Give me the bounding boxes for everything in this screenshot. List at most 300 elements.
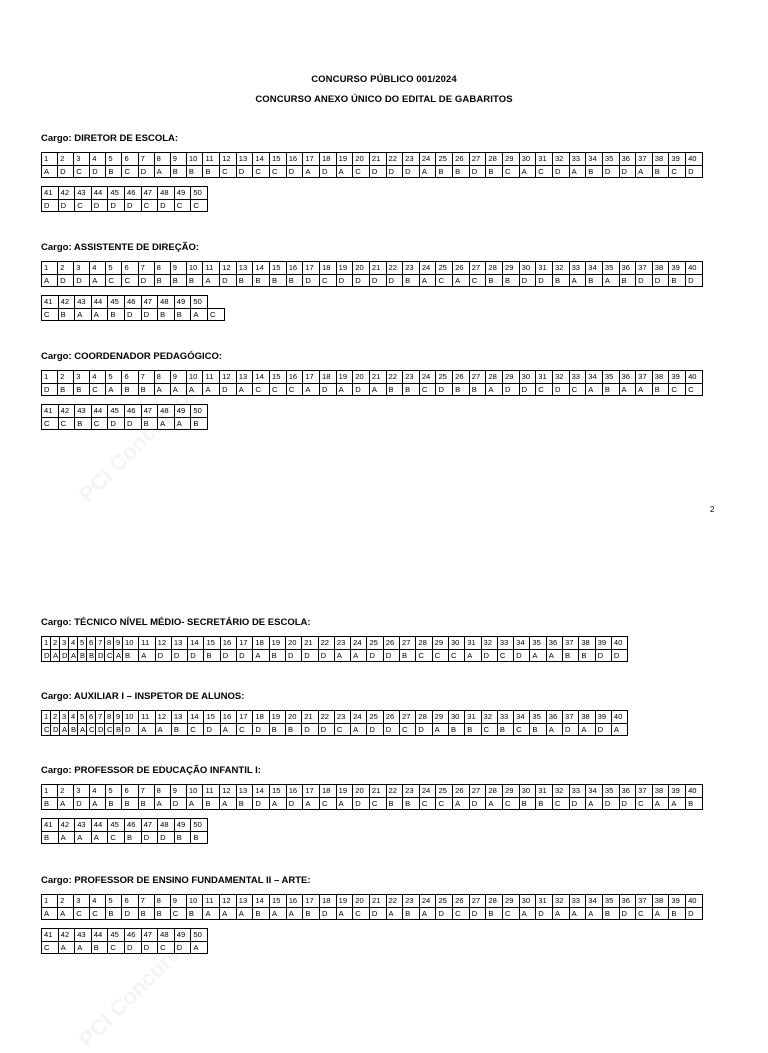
question-number: 28 (485, 894, 503, 908)
section-diretor-escola (41, 133, 703, 212)
answer-cell: D (219, 383, 237, 397)
question-number: 37 (635, 370, 653, 384)
question-number: 10 (186, 370, 204, 384)
answer-cell: A (50, 649, 60, 663)
answer-cell: A (138, 649, 155, 663)
answer-cell: D (402, 165, 420, 179)
question-number: 46 (124, 818, 142, 832)
question-number: 5 (105, 261, 122, 275)
question-number: 37 (635, 261, 653, 275)
question-number: 36 (619, 152, 637, 166)
question-number: 28 (415, 636, 432, 650)
question-number: 31 (535, 894, 553, 908)
question-number: 13 (171, 710, 188, 724)
question-number: 9 (170, 784, 187, 798)
answer-cell: D (519, 274, 537, 288)
answer-cell: B (138, 383, 155, 397)
answer-cell: C (41, 308, 59, 322)
question-number: 1 (41, 636, 51, 650)
question-number: 20 (285, 710, 302, 724)
answer-cell: A (59, 723, 69, 737)
answer-cell: A (190, 308, 208, 322)
question-number: 39 (595, 636, 612, 650)
question-number: 18 (252, 710, 269, 724)
question-number: 6 (121, 261, 138, 275)
question-number: 27 (469, 784, 487, 798)
question-number: 2 (57, 261, 74, 275)
answer-cell: B (138, 797, 155, 811)
question-number: 15 (269, 261, 287, 275)
question-number: 29 (502, 784, 520, 798)
question-number: 43 (74, 186, 92, 200)
question-number: 10 (122, 636, 139, 650)
question-number: 29 (432, 710, 449, 724)
question-number: 6 (121, 784, 138, 798)
answer-cell: D (301, 723, 318, 737)
answer-cell: D (41, 649, 51, 663)
answer-cell: D (685, 274, 703, 288)
question-number: 4 (89, 784, 106, 798)
question-number: 12 (219, 152, 237, 166)
answer-cell: D (602, 165, 620, 179)
question-number: 7 (138, 784, 155, 798)
answer-cell: B (174, 308, 192, 322)
question-number: 7 (138, 370, 155, 384)
answer-cell: D (319, 165, 337, 179)
answer-cell: A (252, 649, 269, 663)
answer-cell: B (485, 165, 503, 179)
answer-cell: A (546, 649, 563, 663)
answer-cell: D (236, 649, 253, 663)
answer-cell: D (386, 165, 404, 179)
question-number: 17 (236, 710, 253, 724)
answer-cell: B (170, 165, 187, 179)
question-number: 41 (41, 295, 59, 309)
question-number: 33 (569, 261, 587, 275)
question-number-row (41, 928, 703, 942)
answer-cell: D (619, 797, 637, 811)
answer-cell: A (41, 274, 58, 288)
question-number: 18 (319, 261, 337, 275)
question-number: 27 (399, 710, 416, 724)
question-number: 21 (301, 710, 318, 724)
question-number: 18 (319, 784, 337, 798)
answer-cell: A (186, 383, 204, 397)
answer-cell: D (59, 649, 69, 663)
answer-cell: B (668, 274, 686, 288)
answer-cell: A (419, 274, 437, 288)
question-number: 35 (602, 370, 620, 384)
question-number: 50 (190, 818, 208, 832)
question-number: 46 (124, 295, 142, 309)
answer-cell: A (58, 831, 76, 845)
answer-cell: A (578, 723, 595, 737)
question-number: 33 (569, 784, 587, 798)
question-number: 15 (269, 894, 287, 908)
answer-cell: C (207, 308, 225, 322)
question-number: 43 (74, 928, 92, 942)
answer-cell: A (569, 274, 587, 288)
answer-cell: C (668, 165, 686, 179)
answer-cell: B (91, 941, 109, 955)
question-number: 7 (138, 261, 155, 275)
question-number: 10 (122, 710, 139, 724)
question-number: 40 (611, 710, 628, 724)
question-number: 41 (41, 404, 59, 418)
question-number: 8 (154, 152, 171, 166)
answer-cell: B (668, 907, 686, 921)
section-title: Cargo: COORDENADOR PEDAGÓGICO: (41, 351, 223, 362)
answer-cell: B (502, 274, 520, 288)
question-number: 3 (59, 710, 69, 724)
answer-cell: C (635, 907, 653, 921)
question-number: 1 (41, 784, 58, 798)
answer-cell: D (124, 417, 142, 431)
question-number: 24 (350, 710, 367, 724)
answer-cell: A (452, 797, 470, 811)
answer-cell: D (73, 274, 90, 288)
answer-cell: B (402, 907, 420, 921)
answer-cell: A (585, 383, 603, 397)
question-number: 20 (285, 636, 302, 650)
answer-cell: D (685, 907, 703, 921)
question-number: 26 (383, 636, 400, 650)
question-number: 17 (302, 152, 320, 166)
question-number: 13 (236, 894, 254, 908)
answer-cell: C (141, 199, 159, 213)
question-number: 50 (190, 404, 208, 418)
question-number: 1 (41, 152, 58, 166)
answer-cell: D (95, 649, 105, 663)
answer-row (41, 907, 703, 921)
question-number: 49 (174, 186, 192, 200)
question-number: 6 (121, 894, 138, 908)
question-number: 9 (113, 710, 123, 724)
answer-cell: D (652, 274, 670, 288)
answer-cell: C (41, 723, 51, 737)
question-number: 48 (157, 295, 175, 309)
question-number: 28 (485, 370, 503, 384)
answer-cell: A (89, 274, 106, 288)
question-number: 11 (138, 710, 155, 724)
answer-cell: D (383, 723, 400, 737)
answer-cell: C (635, 797, 653, 811)
question-number: 36 (619, 894, 637, 908)
answer-cell: D (124, 308, 142, 322)
question-number: 5 (105, 894, 122, 908)
answer-cell: C (107, 831, 125, 845)
question-number: 35 (602, 261, 620, 275)
question-number: 31 (535, 152, 553, 166)
question-number: 47 (141, 818, 159, 832)
question-number: 47 (141, 404, 159, 418)
question-number: 30 (519, 370, 537, 384)
answer-cell: B (464, 723, 481, 737)
question-number: 15 (269, 370, 287, 384)
question-number: 33 (569, 894, 587, 908)
answer-cell: B (652, 165, 670, 179)
answer-cell: C (58, 417, 76, 431)
answer-cell: A (219, 797, 237, 811)
question-number: 50 (190, 295, 208, 309)
section-title: Cargo: AUXILIAR I – INSPETOR DE ALUNOS: (41, 691, 245, 702)
answer-cell: C (685, 383, 703, 397)
answer-cell: A (236, 907, 254, 921)
question-number: 34 (585, 784, 603, 798)
question-number: 32 (552, 152, 570, 166)
answer-cell: A (519, 165, 537, 179)
answer-cell: D (220, 649, 237, 663)
question-number: 49 (174, 818, 192, 832)
question-number: 37 (635, 894, 653, 908)
question-number: 35 (602, 152, 620, 166)
answer-cell: B (157, 308, 175, 322)
answer-cell: C (73, 165, 90, 179)
answer-cell: D (366, 649, 383, 663)
answer-cell: B (485, 907, 503, 921)
section-professor-infantil (41, 765, 703, 844)
question-number: 22 (386, 784, 404, 798)
question-number: 21 (369, 370, 387, 384)
answer-cell: C (552, 797, 570, 811)
question-number: 47 (141, 295, 159, 309)
question-number: 49 (174, 295, 192, 309)
answer-cell: A (190, 941, 208, 955)
answer-cell: A (585, 797, 603, 811)
answer-cell: C (399, 723, 416, 737)
question-number: 26 (452, 894, 470, 908)
answer-cell: B (585, 274, 603, 288)
question-number: 31 (464, 710, 481, 724)
answer-cell: D (535, 907, 553, 921)
answer-cell: C (269, 165, 287, 179)
answer-cell: B (602, 383, 620, 397)
question-number: 16 (286, 784, 304, 798)
question-number: 15 (269, 784, 287, 798)
answer-cell: C (352, 907, 370, 921)
answer-cell: A (336, 383, 354, 397)
question-number: 40 (685, 784, 703, 798)
answer-cell: C (286, 383, 304, 397)
question-number: 41 (41, 186, 59, 200)
question-number: 13 (171, 636, 188, 650)
answer-cell: C (502, 907, 520, 921)
question-number: 13 (236, 784, 254, 798)
page-subtitle: CONCURSO ANEXO ÚNICO DO EDITAL DE GABARITOS (255, 94, 513, 105)
answer-cell: D (415, 723, 432, 737)
answer-cell: B (236, 274, 254, 288)
question-number: 46 (124, 186, 142, 200)
answer-cell: B (57, 383, 74, 397)
answer-cell: A (91, 831, 109, 845)
question-number: 34 (585, 894, 603, 908)
question-number: 31 (464, 636, 481, 650)
answer-cell: D (91, 199, 109, 213)
answer-cell: C (319, 797, 337, 811)
question-number: 25 (435, 784, 453, 798)
question-number: 40 (685, 261, 703, 275)
answer-cell: D (95, 723, 105, 737)
question-number: 11 (202, 894, 220, 908)
question-number: 26 (383, 710, 400, 724)
question-number: 38 (652, 784, 670, 798)
answer-cell: A (74, 941, 92, 955)
question-number: 30 (519, 784, 537, 798)
answer-row (41, 383, 703, 397)
question-number: 7 (95, 636, 105, 650)
answer-cell: D (141, 831, 159, 845)
answer-cell: B (552, 274, 570, 288)
section-title: Cargo: PROFESSOR DE EDUCAÇÃO INFANTIL I: (41, 765, 261, 776)
answer-cell: D (73, 797, 90, 811)
question-number: 33 (569, 370, 587, 384)
answer-cell: B (386, 383, 404, 397)
answer-cell: B (190, 417, 208, 431)
question-number: 9 (113, 636, 123, 650)
question-number: 14 (187, 636, 204, 650)
answer-cell: D (170, 797, 187, 811)
answer-cell: A (154, 165, 171, 179)
answer-cell: D (369, 907, 387, 921)
question-number: 35 (602, 894, 620, 908)
answer-cell: C (89, 907, 106, 921)
answer-cell: B (121, 383, 138, 397)
question-number: 27 (469, 261, 487, 275)
question-number: 39 (668, 370, 686, 384)
answer-cell: A (202, 907, 220, 921)
question-number: 45 (107, 404, 125, 418)
answer-cell: B (77, 649, 87, 663)
question-number: 10 (186, 261, 204, 275)
question-number: 49 (174, 928, 192, 942)
answer-cell: D (157, 831, 175, 845)
answer-cell: D (435, 383, 453, 397)
answer-cell: C (369, 797, 387, 811)
question-number: 6 (86, 710, 96, 724)
question-number: 25 (366, 636, 383, 650)
answer-cell: B (174, 831, 192, 845)
question-number: 16 (220, 710, 237, 724)
answer-cell: C (535, 383, 553, 397)
answer-cell: D (519, 383, 537, 397)
question-number: 26 (452, 784, 470, 798)
answer-cell: B (519, 797, 537, 811)
question-number: 14 (252, 152, 270, 166)
question-number: 30 (448, 710, 465, 724)
question-number: 38 (652, 152, 670, 166)
question-number: 44 (91, 295, 109, 309)
question-number: 19 (336, 370, 354, 384)
question-number: 23 (402, 784, 420, 798)
question-number: 11 (138, 636, 155, 650)
answer-cell: C (432, 649, 449, 663)
answer-cell: B (105, 797, 122, 811)
question-number: 14 (252, 261, 270, 275)
question-number: 32 (552, 261, 570, 275)
question-number: 9 (170, 152, 187, 166)
answer-cell: B (186, 274, 204, 288)
answer-cell: B (578, 649, 595, 663)
question-number: 47 (141, 928, 159, 942)
section-title: Cargo: TÉCNICO NÍVEL MÉDIO- SECRETÁRIO DE ESCOLA: (41, 617, 311, 628)
question-number: 21 (369, 261, 387, 275)
answer-cell: A (89, 797, 106, 811)
answer-cell: D (286, 165, 304, 179)
question-number-row (41, 784, 703, 798)
answer-cell: B (202, 165, 220, 179)
question-number: 8 (154, 894, 171, 908)
answer-cell: B (485, 274, 503, 288)
answer-cell: D (58, 199, 76, 213)
question-number: 25 (435, 370, 453, 384)
section-title: Cargo: ASSISTENTE DE DIREÇÃO: (41, 242, 199, 253)
question-number: 36 (546, 636, 563, 650)
question-number: 15 (203, 710, 220, 724)
answer-cell: D (502, 383, 520, 397)
question-number: 5 (105, 784, 122, 798)
answer-cell: B (497, 723, 514, 737)
section-title: Cargo: DIRETOR DE ESCOLA: (41, 133, 179, 144)
question-number: 2 (50, 710, 60, 724)
answer-cell: A (432, 723, 449, 737)
answer-cell: C (497, 649, 514, 663)
question-number: 39 (668, 261, 686, 275)
answer-cell: A (57, 907, 74, 921)
answer-cell: B (585, 165, 603, 179)
question-number: 23 (402, 152, 420, 166)
answer-cell: B (399, 649, 416, 663)
question-number: 16 (286, 894, 304, 908)
answer-cell: D (635, 274, 653, 288)
question-number: 21 (301, 636, 318, 650)
question-number: 10 (186, 784, 204, 798)
question-number: 8 (154, 261, 171, 275)
answer-cell: B (105, 907, 122, 921)
answer-cell: B (203, 649, 220, 663)
question-number: 29 (502, 894, 520, 908)
answer-cell: D (435, 907, 453, 921)
answer-cell: A (41, 165, 58, 179)
question-number: 8 (154, 370, 171, 384)
question-number: 20 (352, 261, 370, 275)
question-number: 28 (485, 784, 503, 798)
question-number: 2 (57, 152, 74, 166)
answer-cell: C (535, 165, 553, 179)
question-number: 30 (519, 152, 537, 166)
answer-cell: A (105, 383, 122, 397)
answer-cell: A (611, 723, 628, 737)
answer-cell: D (41, 199, 59, 213)
question-number-row (41, 894, 703, 908)
question-number-row (41, 404, 703, 418)
answer-cell: A (336, 797, 354, 811)
answer-cell: B (652, 383, 670, 397)
question-number: 32 (481, 636, 498, 650)
question-number: 46 (124, 404, 142, 418)
answer-row (41, 199, 703, 213)
answer-cell: B (619, 274, 637, 288)
question-number: 37 (562, 710, 579, 724)
question-number: 20 (352, 370, 370, 384)
question-number: 45 (107, 186, 125, 200)
question-number: 14 (187, 710, 204, 724)
answer-cell: B (269, 649, 286, 663)
answer-cell: D (285, 649, 302, 663)
answer-cell: C (190, 199, 208, 213)
answer-cell: D (685, 165, 703, 179)
question-number: 45 (107, 818, 125, 832)
question-number: 42 (58, 818, 76, 832)
